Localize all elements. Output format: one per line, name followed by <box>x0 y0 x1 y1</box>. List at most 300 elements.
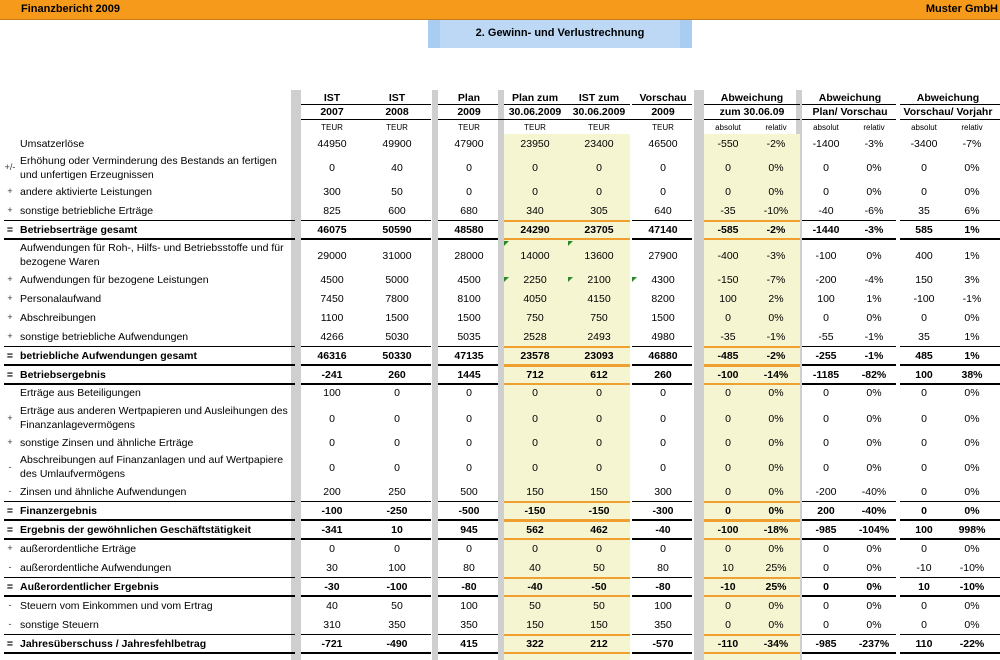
cell-value[interactable]: 44950 <box>317 138 347 150</box>
cell-value[interactable]: 7800 <box>385 293 409 305</box>
cell-value[interactable]: 0% <box>866 543 882 555</box>
cell-value[interactable]: -485 <box>717 350 739 362</box>
cell-value[interactable]: -100 <box>386 581 408 593</box>
cell-value[interactable]: 260 <box>654 369 672 381</box>
cell-value[interactable]: 0 <box>660 186 666 198</box>
cell-value[interactable]: 600 <box>388 205 406 217</box>
cell-value[interactable]: 28000 <box>454 250 484 262</box>
cell-value[interactable]: -18% <box>763 524 789 536</box>
cell-value[interactable]: -3400 <box>910 138 938 150</box>
cell-value[interactable]: -50 <box>591 581 607 593</box>
cell-value[interactable]: -35 <box>720 331 736 343</box>
cell-value[interactable]: 35 <box>918 331 930 343</box>
cell-value[interactable]: 0 <box>466 543 472 555</box>
cell-value[interactable]: 712 <box>526 369 544 381</box>
cell-value[interactable]: 4500 <box>320 274 344 286</box>
cell-value[interactable]: 212 <box>590 638 608 650</box>
cell-value[interactable]: 0% <box>768 162 784 174</box>
cell-value[interactable]: -255 <box>815 350 837 362</box>
cell-value[interactable]: -1% <box>766 331 786 343</box>
cell-value[interactable]: 640 <box>654 205 672 217</box>
cell-value[interactable]: 150 <box>915 274 933 286</box>
cell-value[interactable]: -250 <box>386 505 408 517</box>
cell-value[interactable]: 0 <box>532 437 538 449</box>
cell-value[interactable]: 100 <box>323 387 341 399</box>
cell-value[interactable]: 1% <box>866 293 882 305</box>
cell-value[interactable]: 46075 <box>317 224 347 236</box>
cell-value[interactable]: 150 <box>590 486 608 498</box>
cell-value[interactable]: -570 <box>652 638 674 650</box>
cell-value[interactable]: 0 <box>466 462 472 474</box>
cell-value[interactable]: 0% <box>768 543 784 555</box>
cell-value[interactable]: 0 <box>823 600 829 612</box>
cell-value[interactable]: 0 <box>823 387 829 399</box>
cell-value[interactable]: 0 <box>823 562 829 574</box>
cell-value[interactable]: 0% <box>768 186 784 198</box>
cell-value[interactable]: 50590 <box>382 224 412 236</box>
cell-value[interactable]: 0 <box>823 437 829 449</box>
cell-value[interactable]: 0% <box>964 413 980 425</box>
cell-value[interactable]: 0 <box>921 543 927 555</box>
cell-value[interactable]: 0% <box>964 437 980 449</box>
cell-value[interactable]: -985 <box>815 638 837 650</box>
cell-value[interactable]: 310 <box>323 619 341 631</box>
cell-value[interactable]: 4050 <box>523 293 547 305</box>
cell-value[interactable]: 80 <box>657 562 669 574</box>
cell-value[interactable]: 200 <box>817 505 835 517</box>
cell-value[interactable]: 0 <box>725 505 731 517</box>
cell-value[interactable]: -100 <box>815 250 837 262</box>
cell-value[interactable]: 350 <box>460 619 478 631</box>
cell-value[interactable]: 0 <box>596 162 602 174</box>
cell-value[interactable]: 47140 <box>648 224 678 236</box>
cell-value[interactable]: 250 <box>388 486 406 498</box>
cell-value[interactable]: -200 <box>815 274 837 286</box>
cell-value[interactable]: 680 <box>460 205 478 217</box>
cell-value[interactable]: -22% <box>959 638 985 650</box>
cell-value[interactable]: -150 <box>524 505 546 517</box>
cell-value[interactable]: 305 <box>590 205 608 217</box>
cell-value[interactable]: -40% <box>861 505 887 517</box>
cell-value[interactable]: 1% <box>964 331 980 343</box>
cell-value[interactable]: 0 <box>725 186 731 198</box>
cell-value[interactable]: 300 <box>323 186 341 198</box>
cell-value[interactable]: 14000 <box>520 250 550 262</box>
cell-value[interactable]: 0 <box>596 462 602 474</box>
cell-value[interactable]: 0 <box>921 486 927 498</box>
cell-value[interactable]: 0 <box>921 186 927 198</box>
cell-value[interactable]: 0 <box>329 437 335 449</box>
cell-value[interactable]: 100 <box>817 293 835 305</box>
cell-value[interactable]: -490 <box>386 638 408 650</box>
cell-value[interactable]: 0% <box>866 462 882 474</box>
cell-value[interactable]: -2% <box>766 138 786 150</box>
cell-value[interactable]: 1% <box>964 350 980 362</box>
cell-value[interactable]: 4500 <box>457 274 481 286</box>
cell-value[interactable]: 80 <box>463 562 475 574</box>
cell-value[interactable]: 150 <box>526 619 544 631</box>
cell-value[interactable]: 1500 <box>651 312 675 324</box>
cell-value[interactable]: 1% <box>964 250 980 262</box>
cell-value[interactable]: 0 <box>725 619 731 631</box>
cell-value[interactable]: -40 <box>818 205 834 217</box>
cell-value[interactable]: 46880 <box>648 350 678 362</box>
cell-value[interactable]: 23950 <box>520 138 550 150</box>
cell-value[interactable]: 415 <box>460 638 478 650</box>
cell-value[interactable]: 100 <box>915 369 933 381</box>
cell-value[interactable]: 0% <box>964 162 980 174</box>
cell-value[interactable]: 3% <box>964 274 980 286</box>
cell-value[interactable]: 0 <box>329 462 335 474</box>
cell-value[interactable]: 0 <box>921 387 927 399</box>
cell-value[interactable]: 0 <box>921 312 927 324</box>
cell-value[interactable]: -4% <box>864 274 884 286</box>
cell-value[interactable]: -500 <box>458 505 480 517</box>
cell-value[interactable]: 0 <box>532 462 538 474</box>
cell-value[interactable]: 38% <box>961 369 983 381</box>
cell-value[interactable]: 0% <box>866 619 882 631</box>
cell-value[interactable]: -104% <box>858 524 890 536</box>
cell-value[interactable]: 6% <box>964 205 980 217</box>
cell-value[interactable]: 0 <box>823 581 829 593</box>
cell-value[interactable]: 110 <box>915 638 933 650</box>
cell-value[interactable]: 2100 <box>587 274 611 286</box>
cell-value[interactable]: 0% <box>768 486 784 498</box>
cell-value[interactable]: 0 <box>725 600 731 612</box>
cell-value[interactable]: 10 <box>722 562 734 574</box>
cell-value[interactable]: 0 <box>725 437 731 449</box>
cell-value[interactable]: 0 <box>532 387 538 399</box>
cell-value[interactable]: 0 <box>532 162 538 174</box>
cell-value[interactable]: 0% <box>768 462 784 474</box>
cell-value[interactable]: 0% <box>964 486 980 498</box>
cell-value[interactable]: 0 <box>725 462 731 474</box>
cell-value[interactable]: 260 <box>388 369 406 381</box>
cell-value[interactable]: 25% <box>765 562 787 574</box>
cell-value[interactable]: 0 <box>532 186 538 198</box>
cell-value[interactable]: -3% <box>864 224 884 236</box>
cell-value[interactable]: 0% <box>866 186 882 198</box>
cell-value[interactable]: 5000 <box>385 274 409 286</box>
cell-value[interactable]: 100 <box>460 600 478 612</box>
cell-value[interactable]: 4980 <box>651 331 675 343</box>
cell-value[interactable]: 0% <box>964 505 980 517</box>
cell-value[interactable]: 0 <box>596 413 602 425</box>
cell-value[interactable]: 0 <box>823 543 829 555</box>
cell-value[interactable]: 50 <box>529 600 541 612</box>
cell-value[interactable]: -10% <box>959 562 985 574</box>
cell-value[interactable]: 0 <box>660 543 666 555</box>
cell-value[interactable]: 25% <box>765 581 787 593</box>
cell-value[interactable]: 0 <box>725 387 731 399</box>
cell-value[interactable]: 48580 <box>454 224 484 236</box>
cell-value[interactable]: 0% <box>964 312 980 324</box>
cell-value[interactable]: -1185 <box>812 369 840 381</box>
cell-value[interactable]: 500 <box>460 486 478 498</box>
cell-value[interactable]: 0 <box>532 543 538 555</box>
cell-value[interactable]: -40 <box>655 524 671 536</box>
cell-value[interactable]: 0 <box>394 462 400 474</box>
cell-value[interactable]: -34% <box>763 638 789 650</box>
cell-value[interactable]: 24290 <box>520 224 550 236</box>
cell-value[interactable]: 13600 <box>584 250 614 262</box>
cell-value[interactable]: -110 <box>717 638 739 650</box>
cell-value[interactable]: 150 <box>590 619 608 631</box>
cell-value[interactable]: 0% <box>964 600 980 612</box>
cell-value[interactable]: 750 <box>526 312 544 324</box>
cell-value[interactable]: -6% <box>864 205 884 217</box>
cell-value[interactable]: -40% <box>861 486 887 498</box>
cell-value[interactable]: -100 <box>913 293 935 305</box>
cell-value[interactable]: -100 <box>717 369 739 381</box>
cell-value[interactable]: 562 <box>526 524 544 536</box>
cell-value[interactable]: 35 <box>918 205 930 217</box>
cell-value[interactable]: 0 <box>329 543 335 555</box>
cell-value[interactable]: -400 <box>717 250 739 262</box>
cell-value[interactable]: 0% <box>964 462 980 474</box>
cell-value[interactable]: -550 <box>717 138 739 150</box>
cell-value[interactable]: 350 <box>388 619 406 631</box>
cell-value[interactable]: 998% <box>958 524 986 536</box>
cell-value[interactable]: 29000 <box>317 250 347 262</box>
cell-value[interactable]: -985 <box>815 524 837 536</box>
cell-value[interactable]: 100 <box>719 293 737 305</box>
cell-value[interactable]: -2% <box>766 350 786 362</box>
cell-value[interactable]: 0% <box>768 600 784 612</box>
cell-value[interactable]: 0% <box>768 312 784 324</box>
cell-value[interactable]: 1445 <box>457 369 481 381</box>
cell-value[interactable]: -10 <box>720 581 736 593</box>
cell-value[interactable]: -721 <box>321 638 343 650</box>
cell-value[interactable]: 0 <box>466 387 472 399</box>
cell-value[interactable]: 23578 <box>520 350 550 362</box>
cell-value[interactable]: 0 <box>466 413 472 425</box>
cell-value[interactable]: -3% <box>864 138 884 150</box>
cell-value[interactable]: 0% <box>866 162 882 174</box>
cell-value[interactable]: 0 <box>921 619 927 631</box>
cell-value[interactable]: 50330 <box>382 350 412 362</box>
cell-value[interactable]: 2528 <box>523 331 547 343</box>
cell-value[interactable]: 0 <box>394 413 400 425</box>
cell-value[interactable]: 0% <box>866 562 882 574</box>
cell-value[interactable]: 2250 <box>523 274 547 286</box>
cell-value[interactable]: 400 <box>915 250 933 262</box>
cell-value[interactable]: 50 <box>391 186 403 198</box>
cell-value[interactable]: 350 <box>654 619 672 631</box>
cell-value[interactable]: 10 <box>918 581 930 593</box>
cell-value[interactable]: -237% <box>858 638 890 650</box>
cell-value[interactable]: -82% <box>861 369 887 381</box>
cell-value[interactable]: 0 <box>823 162 829 174</box>
cell-value[interactable]: 0 <box>660 387 666 399</box>
cell-value[interactable]: 49900 <box>382 138 412 150</box>
cell-value[interactable]: -35 <box>720 205 736 217</box>
cell-value[interactable]: 0 <box>725 486 731 498</box>
cell-value[interactable]: 0 <box>660 413 666 425</box>
cell-value[interactable]: -585 <box>717 224 739 236</box>
cell-value[interactable]: 0% <box>768 505 784 517</box>
cell-value[interactable]: -100 <box>321 505 343 517</box>
cell-value[interactable]: 0 <box>596 543 602 555</box>
cell-value[interactable]: -55 <box>818 331 834 343</box>
cell-value[interactable]: 0% <box>866 413 882 425</box>
cell-value[interactable]: 47135 <box>454 350 484 362</box>
cell-value[interactable]: 100 <box>654 600 672 612</box>
cell-value[interactable]: -1400 <box>812 138 840 150</box>
cell-value[interactable]: 0 <box>921 600 927 612</box>
cell-value[interactable]: 0 <box>394 387 400 399</box>
cell-value[interactable]: 23400 <box>584 138 614 150</box>
cell-value[interactable]: 200 <box>323 486 341 498</box>
cell-value[interactable]: 0 <box>823 186 829 198</box>
cell-value[interactable]: -10% <box>763 205 789 217</box>
cell-value[interactable]: 0 <box>921 505 927 517</box>
cell-value[interactable]: 0% <box>964 619 980 631</box>
cell-value[interactable]: 0 <box>466 186 472 198</box>
cell-value[interactable]: -10 <box>916 562 932 574</box>
cell-value[interactable]: 0 <box>466 437 472 449</box>
cell-value[interactable]: 30 <box>326 562 338 574</box>
cell-value[interactable]: 0 <box>660 162 666 174</box>
cell-value[interactable]: 27900 <box>648 250 678 262</box>
cell-value[interactable]: 322 <box>526 638 544 650</box>
cell-value[interactable]: -341 <box>321 524 343 536</box>
cell-value[interactable]: -300 <box>652 505 674 517</box>
cell-value[interactable]: 0 <box>823 312 829 324</box>
cell-value[interactable]: 1500 <box>457 312 481 324</box>
cell-value[interactable]: 1500 <box>385 312 409 324</box>
cell-value[interactable]: 8100 <box>457 293 481 305</box>
cell-value[interactable]: 100 <box>915 524 933 536</box>
cell-value[interactable]: 40 <box>391 162 403 174</box>
cell-value[interactable]: 0 <box>921 462 927 474</box>
cell-value[interactable]: -1% <box>864 350 884 362</box>
cell-value[interactable]: 0 <box>921 437 927 449</box>
cell-value[interactable]: 46500 <box>648 138 678 150</box>
cell-value[interactable]: 47900 <box>454 138 484 150</box>
cell-value[interactable]: 0 <box>596 186 602 198</box>
cell-value[interactable]: 0 <box>823 462 829 474</box>
cell-value[interactable]: 50 <box>391 600 403 612</box>
cell-value[interactable]: 100 <box>388 562 406 574</box>
cell-value[interactable]: 945 <box>460 524 478 536</box>
cell-value[interactable]: -40 <box>527 581 543 593</box>
cell-value[interactable]: 23705 <box>584 224 614 236</box>
cell-value[interactable]: 340 <box>526 205 544 217</box>
cell-value[interactable]: -2% <box>766 224 786 236</box>
cell-value[interactable]: 0% <box>866 387 882 399</box>
cell-value[interactable]: -80 <box>461 581 477 593</box>
cell-value[interactable]: -150 <box>717 274 739 286</box>
cell-value[interactable]: 4266 <box>320 331 344 343</box>
cell-value[interactable]: -10% <box>959 581 985 593</box>
cell-value[interactable]: 40 <box>326 600 338 612</box>
cell-value[interactable]: 0 <box>823 413 829 425</box>
cell-value[interactable]: 0 <box>532 413 538 425</box>
cell-value[interactable]: -14% <box>763 369 789 381</box>
cell-value[interactable]: 300 <box>654 486 672 498</box>
cell-value[interactable]: 5035 <box>457 331 481 343</box>
cell-value[interactable]: -80 <box>655 581 671 593</box>
cell-value[interactable]: -30 <box>324 581 340 593</box>
cell-value[interactable]: -150 <box>588 505 610 517</box>
cell-value[interactable]: -7% <box>766 274 786 286</box>
cell-value[interactable]: -241 <box>321 369 343 381</box>
cell-value[interactable]: 0% <box>866 600 882 612</box>
cell-value[interactable]: 485 <box>915 350 933 362</box>
cell-value[interactable]: -200 <box>815 486 837 498</box>
cell-value[interactable]: 150 <box>526 486 544 498</box>
cell-value[interactable]: 4300 <box>651 274 675 286</box>
cell-value[interactable]: 0 <box>329 162 335 174</box>
cell-value[interactable]: 5030 <box>385 331 409 343</box>
cell-value[interactable]: 2493 <box>587 331 611 343</box>
cell-value[interactable]: 2% <box>768 293 784 305</box>
cell-value[interactable]: 50 <box>593 562 605 574</box>
cell-value[interactable]: 0 <box>823 619 829 631</box>
cell-value[interactable]: -3% <box>766 250 786 262</box>
cell-value[interactable]: 0% <box>964 387 980 399</box>
cell-value[interactable]: 0 <box>725 543 731 555</box>
cell-value[interactable]: 0 <box>394 543 400 555</box>
cell-value[interactable]: 0% <box>964 543 980 555</box>
cell-value[interactable]: 0 <box>660 437 666 449</box>
cell-value[interactable]: 825 <box>323 205 341 217</box>
cell-value[interactable]: 7450 <box>320 293 344 305</box>
cell-value[interactable]: 0 <box>596 387 602 399</box>
cell-value[interactable]: 0 <box>725 413 731 425</box>
cell-value[interactable]: -7% <box>962 138 982 150</box>
cell-value[interactable]: 0 <box>596 437 602 449</box>
cell-value[interactable]: 10 <box>391 524 403 536</box>
cell-value[interactable]: 0% <box>866 250 882 262</box>
cell-value[interactable]: 50 <box>593 600 605 612</box>
cell-value[interactable]: 0 <box>725 312 731 324</box>
cell-value[interactable]: 0% <box>768 413 784 425</box>
cell-value[interactable]: 46316 <box>317 350 347 362</box>
cell-value[interactable]: 4150 <box>587 293 611 305</box>
cell-value[interactable]: 40 <box>529 562 541 574</box>
cell-value[interactable]: 0% <box>964 186 980 198</box>
cell-value[interactable]: -1% <box>962 293 982 305</box>
cell-value[interactable]: 0 <box>921 162 927 174</box>
cell-value[interactable]: 585 <box>915 224 933 236</box>
cell-value[interactable]: 23093 <box>584 350 614 362</box>
cell-value[interactable]: 462 <box>590 524 608 536</box>
cell-value[interactable]: 0% <box>768 619 784 631</box>
cell-value[interactable]: 0 <box>921 413 927 425</box>
cell-value[interactable]: 8200 <box>651 293 675 305</box>
cell-value[interactable]: 31000 <box>382 250 412 262</box>
cell-value[interactable]: 612 <box>590 369 608 381</box>
cell-value[interactable]: -1440 <box>812 224 840 236</box>
cell-value[interactable]: 0% <box>866 581 882 593</box>
cell-value[interactable]: 0% <box>768 387 784 399</box>
cell-value[interactable]: 0 <box>329 413 335 425</box>
cell-value[interactable]: 0 <box>394 437 400 449</box>
cell-value[interactable]: -100 <box>717 524 739 536</box>
cell-value[interactable]: 1100 <box>320 312 344 324</box>
cell-value[interactable]: 1% <box>964 224 980 236</box>
cell-value[interactable]: 0 <box>725 162 731 174</box>
cell-value[interactable]: 0 <box>466 162 472 174</box>
cell-value[interactable]: 750 <box>590 312 608 324</box>
cell-value[interactable]: 0% <box>866 312 882 324</box>
cell-value[interactable]: 0 <box>660 462 666 474</box>
cell-value[interactable]: 0% <box>768 437 784 449</box>
cell-value[interactable]: -1% <box>864 331 884 343</box>
cell-value[interactable]: 0% <box>866 437 882 449</box>
